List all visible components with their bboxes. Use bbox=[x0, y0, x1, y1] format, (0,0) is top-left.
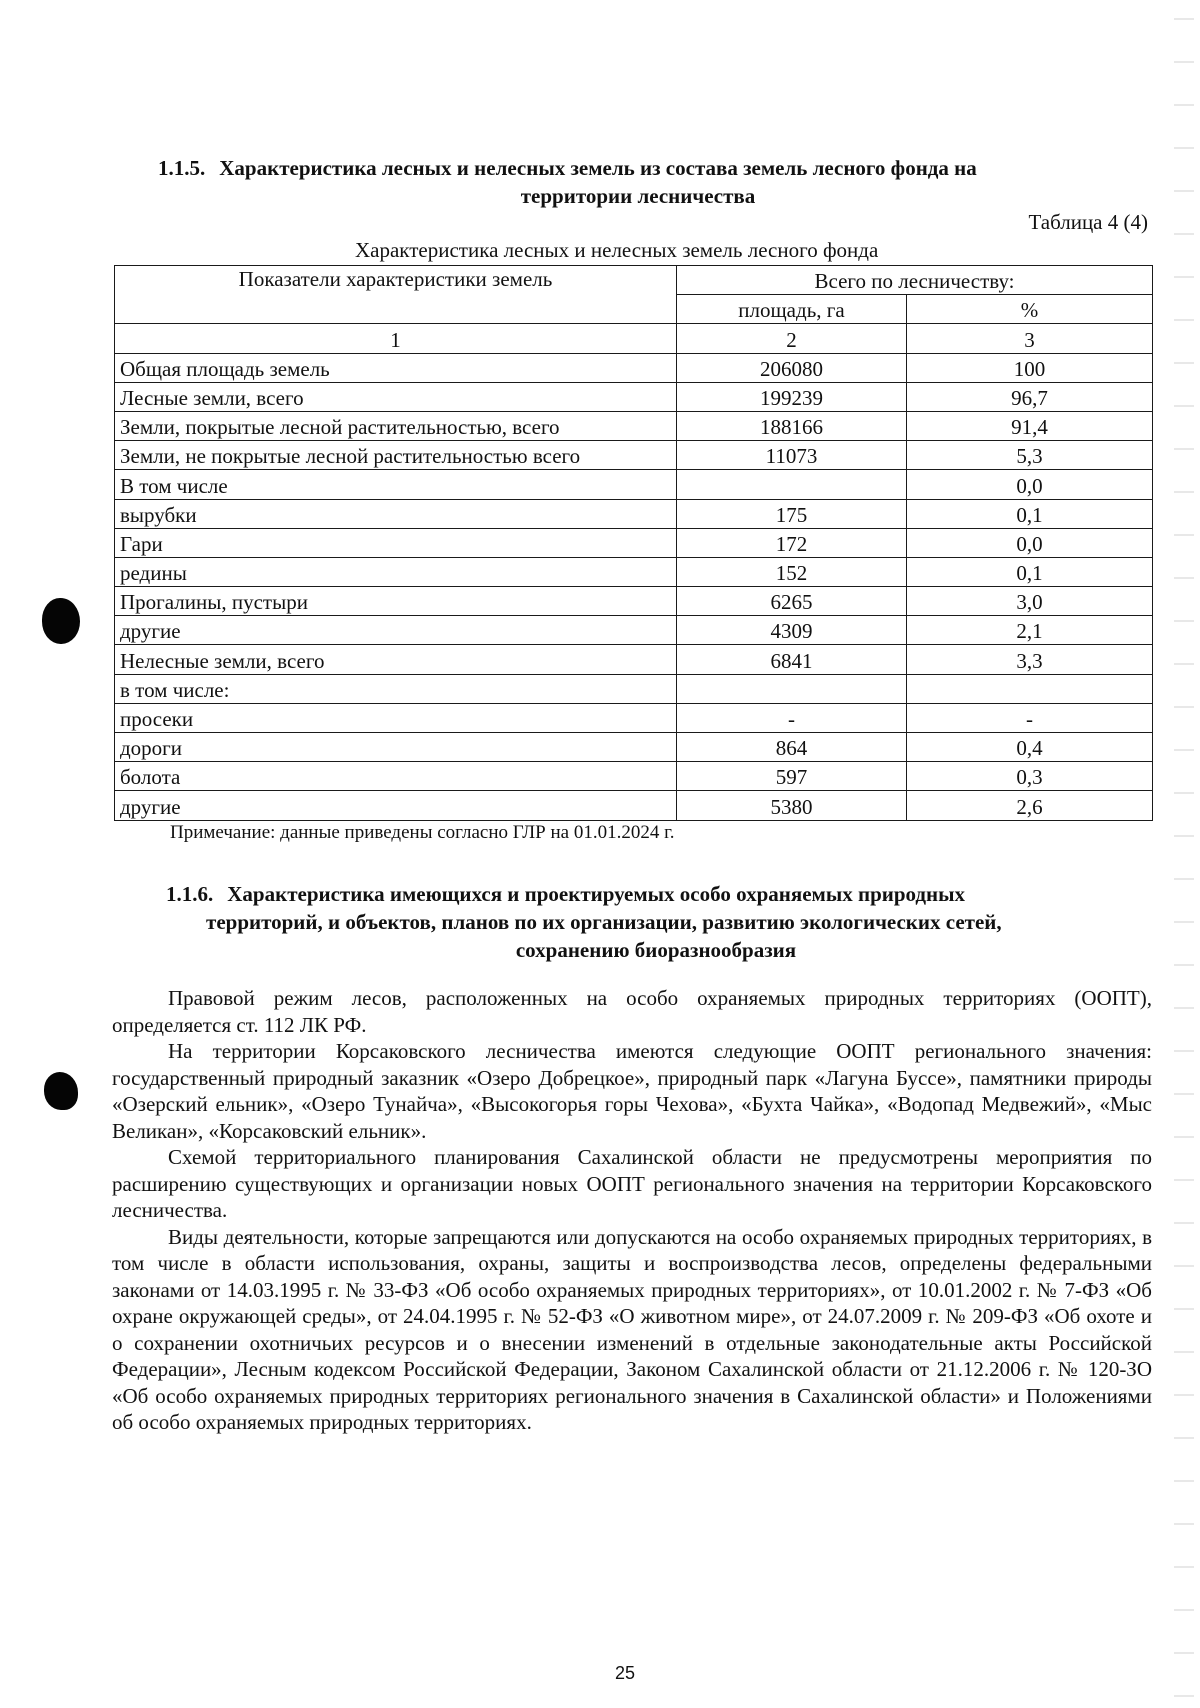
row-label: в том числе: bbox=[115, 674, 677, 703]
paragraph: Правовой режим лесов, расположенных на особо охраняемых природных территориях (ООПТ), определяется ст. 112 ЛК РФ. bbox=[112, 986, 1152, 1037]
row-label: Общая площадь земель bbox=[115, 353, 677, 382]
row-percent: 0,1 bbox=[907, 499, 1153, 528]
header-indicator: Показатели характеристики земель bbox=[115, 266, 677, 324]
row-area: 206080 bbox=[677, 353, 907, 382]
row-percent: 0,0 bbox=[907, 470, 1153, 499]
table-row bbox=[115, 645, 1153, 674]
row-label: дороги bbox=[115, 733, 677, 762]
row-label: редины bbox=[115, 557, 677, 586]
table-caption: Характеристика лесных и нелесных земель лесного фонда bbox=[355, 238, 879, 262]
table-row bbox=[115, 470, 1153, 499]
column-number: 2 bbox=[677, 324, 907, 353]
punch-hole-mark bbox=[42, 598, 80, 644]
table-row bbox=[115, 703, 1153, 732]
table-number: Таблица 4 (4) bbox=[1028, 210, 1148, 234]
row-percent: 5,3 bbox=[907, 441, 1153, 470]
row-label: вырубки bbox=[115, 499, 677, 528]
row-percent bbox=[907, 674, 1153, 703]
row-percent: 0,0 bbox=[907, 528, 1153, 557]
section-title-line: Характеристика имеющихся и проектируемых особо охраняемых природных bbox=[227, 882, 966, 906]
row-percent: 2,6 bbox=[907, 791, 1153, 820]
table-row bbox=[115, 382, 1153, 411]
row-area: 6265 bbox=[677, 587, 907, 616]
paragraph: Виды деятельности, которые запрещаются или допускаются на особо охраняемых природных территориях, в том числе в области использования, охраны, защиты и воспроизводства лесов, определены федеральными законами от 14.03.1995 г. № 33-ФЗ «Об особо охраняемых природных территориях», от 10.01.2002 г. № 7-ФЗ «Об охране окружающей среды», от 24.04.1995 г. № 52-ФЗ «О животном мире», от 24.07.2009 г. № 209-ФЗ «Об охоте и о сохранении охотничьих ресурсов и о внесении изменений в отдельные законодательные акты Российской Федерации», Лесным кодексом Российской Федерации, Законом Сахалинской области от 21.12.2006 г. № 120-ЗО «Об особо охраняемых природных территориях регионального значения в Сахалинской области» и Положениями об особо охраняемых природных территориях. bbox=[112, 1224, 1152, 1434]
paragraph: На территории Корсаковского лесничества имеются следующие ООПТ регионального значения: государственный природный заказник «Озеро Добрецкое», природный парк «Лагуна Буссе», памятники природы «Озерский ельник», «Озеро Тунайча», «Высокогорья горы Чехова», «Бухта Чайка», «Водопад Медвежий», «Мыс Великан», «Корсаковский ельник». bbox=[112, 1039, 1152, 1143]
row-percent: 0,4 bbox=[907, 733, 1153, 762]
row-label: Земли, не покрытые лесной растительностью всего bbox=[115, 441, 677, 470]
section-title-line: Характеристика лесных и нелесных земель из состава земель лесного фонда на bbox=[219, 156, 977, 180]
row-label: просеки bbox=[115, 703, 677, 732]
row-percent: 0,1 bbox=[907, 557, 1153, 586]
row-label: Нелесные земли, всего bbox=[115, 645, 677, 674]
column-number: 1 bbox=[115, 324, 677, 353]
row-area: 5380 bbox=[677, 791, 907, 820]
column-number: 3 bbox=[907, 324, 1153, 353]
paragraph: Схемой территориального планирования Сахалинской области не предусмотрены мероприятия по расширению существующих и организации новых ООПТ регионального значения на территории Корсаковского лесничества. bbox=[112, 1145, 1152, 1222]
section-title-line: сохранению биоразнообразия bbox=[515, 938, 797, 962]
row-percent: 3,0 bbox=[907, 587, 1153, 616]
table-row bbox=[115, 616, 1153, 645]
row-area bbox=[677, 674, 907, 703]
section-number: 1.1.6. bbox=[166, 882, 214, 906]
row-area: 199239 bbox=[677, 382, 907, 411]
row-percent: 91,4 bbox=[907, 411, 1153, 440]
scan-edge-noise bbox=[1174, 0, 1194, 1708]
table-row bbox=[115, 441, 1153, 470]
row-percent: 3,3 bbox=[907, 645, 1153, 674]
table-row bbox=[115, 762, 1153, 791]
row-area bbox=[677, 470, 907, 499]
row-label: другие bbox=[115, 616, 677, 645]
row-area: 172 bbox=[677, 528, 907, 557]
section-number: 1.1.5. bbox=[158, 156, 206, 180]
header-total: Всего по лесничеству: bbox=[677, 266, 1153, 295]
table-note: Примечание: данные приведены согласно ГЛР на 01.01.2024 г. bbox=[170, 822, 675, 843]
row-area: 597 bbox=[677, 762, 907, 791]
row-area: 11073 bbox=[677, 441, 907, 470]
section-heading-1-1-5 bbox=[158, 154, 1118, 210]
row-area: 6841 bbox=[677, 645, 907, 674]
row-label: Лесные земли, всего bbox=[115, 382, 677, 411]
row-area: 175 bbox=[677, 499, 907, 528]
row-label: Земли, покрытые лесной растительностью, всего bbox=[115, 411, 677, 440]
section-title-line: территории лесничества bbox=[520, 184, 756, 208]
table-row bbox=[115, 791, 1153, 820]
row-area: 864 bbox=[677, 733, 907, 762]
row-label: болота bbox=[115, 762, 677, 791]
header-area: площадь, га bbox=[677, 295, 907, 324]
row-percent: 0,3 bbox=[907, 762, 1153, 791]
table-row bbox=[115, 674, 1153, 703]
table-row bbox=[115, 411, 1153, 440]
row-area: - bbox=[677, 703, 907, 732]
punch-hole-mark bbox=[44, 1072, 78, 1110]
table-row bbox=[115, 528, 1153, 557]
row-label: Гари bbox=[115, 528, 677, 557]
row-label: другие bbox=[115, 791, 677, 820]
row-label: Прогалины, пустыри bbox=[115, 587, 677, 616]
row-percent: 100 bbox=[907, 353, 1153, 382]
row-area: 188166 bbox=[677, 411, 907, 440]
table-row bbox=[115, 733, 1153, 762]
row-label: В том числе bbox=[115, 470, 677, 499]
row-percent: - bbox=[907, 703, 1153, 732]
table-row bbox=[115, 499, 1153, 528]
land-characteristics-table bbox=[114, 265, 1153, 821]
row-area: 4309 bbox=[677, 616, 907, 645]
header-percent: % bbox=[907, 295, 1153, 324]
section-title-line: территорий, и объектов, планов по их организации, развитию экологических сетей, bbox=[206, 910, 1002, 934]
table-header-row bbox=[115, 266, 1153, 295]
page-number: 25 bbox=[614, 1663, 636, 1683]
body-text bbox=[112, 985, 1152, 1436]
row-percent: 2,1 bbox=[907, 616, 1153, 645]
table-row bbox=[115, 557, 1153, 586]
table-row bbox=[115, 353, 1153, 382]
row-percent: 96,7 bbox=[907, 382, 1153, 411]
row-area: 152 bbox=[677, 557, 907, 586]
table-row bbox=[115, 587, 1153, 616]
table-column-numbers-row bbox=[115, 324, 1153, 353]
section-heading-1-1-6 bbox=[166, 880, 1146, 964]
